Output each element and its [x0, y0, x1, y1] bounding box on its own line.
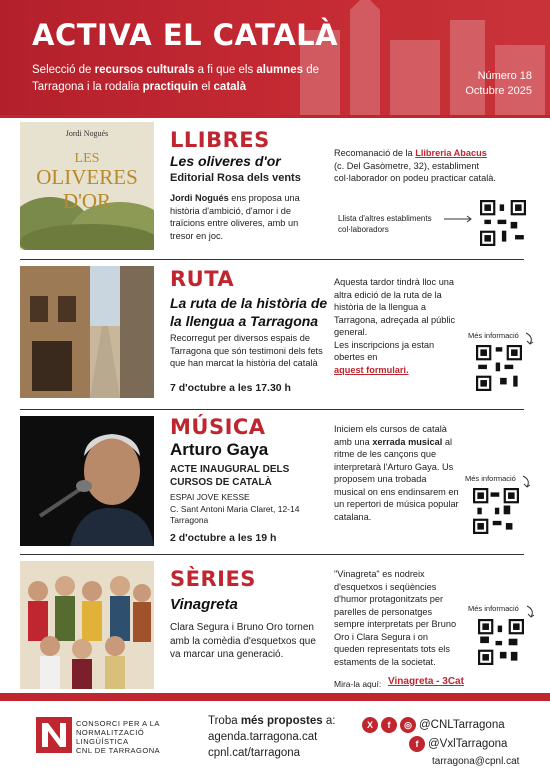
- music-event: ACTE INAUGURAL DELS CURSOS DE CATALÀ: [170, 464, 290, 488]
- series-more-info-label: Més informació: [468, 604, 519, 613]
- arrow-icon: [444, 214, 474, 224]
- header-banner: [0, 0, 550, 115]
- category-music: MÚSICA: [170, 415, 266, 439]
- category-route: RUTA: [170, 267, 235, 291]
- route-datetime: 7 d'octubre a les 17.30 h: [170, 382, 291, 394]
- bookshop-link[interactable]: Llibreria Abacus: [415, 148, 487, 158]
- cpnl-logo-text: CONSORCI PER A LA NORMALITZACIÓ LINGÜÍSTICA CNL DE TARRAGONA: [76, 719, 161, 755]
- cnl-handle[interactable]: @CNLTarragona: [419, 719, 505, 732]
- music-city: Tarragona: [170, 515, 209, 525]
- series-info: "Vinagreta" es nodreix d'esquetxos i seqüències d'humor protagonitzats per parelles de personatges sempre interpretats per Bruno Oro i Clara Segura i on queden representats tots els estaments de la societat.: [334, 569, 457, 667]
- qr-code-icon[interactable]: [473, 488, 519, 534]
- book-description: Jordi Nogués ens proposa una història d'ambició, d'amor i de traïcions entre oliveres, amb un tresor en joc.: [170, 193, 300, 241]
- route-form-link[interactable]: aquest formulari.: [334, 364, 409, 375]
- svg-text:OLIVERES: OLIVERES: [36, 165, 138, 189]
- facebook-icon[interactable]: f: [381, 717, 397, 733]
- partners-list-label: Llista d'altres establiments col·laboradors: [338, 214, 432, 234]
- music-datetime: 2 d'octubre a les 19 h: [170, 532, 277, 544]
- series-title: Vinagreta: [170, 596, 238, 613]
- social-row-2: [409, 736, 507, 752]
- route-more-info-label: Més informació: [468, 331, 519, 340]
- agenda-link[interactable]: agenda.tarragona.cat: [208, 731, 318, 743]
- curved-arrow-icon: [525, 604, 537, 620]
- issue-date: Octubre 2025: [465, 85, 532, 97]
- route-info: Aquesta tardor tindrà lloc una altra edició de la ruta de la història de la llengua a Tarragona, adreçada al públic general. Les inscripcions ja estan obertes en aquest formulari.: [334, 276, 459, 376]
- section-divider: [20, 259, 524, 260]
- contact-email[interactable]: tarragona@cpnl.cat: [432, 756, 520, 767]
- route-title: La ruta de la història de la llengua a Tarragona: [170, 295, 328, 329]
- svg-text:D'OR: D'OR: [62, 189, 112, 213]
- music-venue: ESPAI JOVE KESSE: [170, 492, 250, 502]
- header-strip: [0, 115, 550, 118]
- series-watch-link[interactable]: Vinagreta - 3Cat: [388, 676, 464, 687]
- svg-text:Jordi Nogués: Jordi Nogués: [65, 129, 109, 138]
- music-venue-block: [170, 492, 320, 527]
- svg-text:LES: LES: [74, 151, 100, 166]
- category-series: SÈRIES: [170, 567, 256, 591]
- book-cover-image: [20, 122, 154, 250]
- book-title: Les oliveres d'or: [170, 153, 281, 169]
- section-divider: [20, 554, 524, 555]
- footer-strip: [0, 693, 550, 701]
- section-divider: [20, 409, 524, 410]
- issue-info: [465, 69, 532, 99]
- series-description: Clara Segura i Bruno Oro tornen amb la comèdia d'esquetxos que va marcar una generació.: [170, 622, 316, 660]
- route-photo: [20, 266, 154, 398]
- issue-number: Número 18: [477, 70, 532, 82]
- cpnl-link[interactable]: cpnl.cat/tarragona: [208, 747, 301, 759]
- qr-code-icon[interactable]: [476, 345, 522, 391]
- music-info: Iniciem els cursos de català amb una xerrada musical al ritme de les cançons que interpretarà l'Arturo Gaya. Us proposem una trobada musical on ens endinsarem en un repertori de música popular catalana.: [334, 424, 459, 522]
- curved-arrow-icon: [521, 474, 533, 490]
- vxl-handle[interactable]: @VxlTarragona: [428, 738, 508, 751]
- social-row-1: [362, 717, 505, 733]
- header-subtitle: Selecció de recursos culturals a fi que els alumnes de Tarragona i la rodalia practiquin el català: [32, 64, 320, 93]
- series-watch-label: Mira-la aquí:: [334, 679, 382, 689]
- route-description: Recorregut per diversos espais de Tarragona que són testimoni dels fets que han marcat la història del català: [170, 333, 323, 368]
- cpnl-logo-icon: [36, 717, 72, 753]
- series-photo: [20, 561, 154, 689]
- instagram-icon[interactable]: ◎: [400, 717, 416, 733]
- page-title: ACTIVA EL CATALÀ: [32, 18, 339, 52]
- music-more-info-label: Més informació: [465, 474, 516, 483]
- qr-code-icon[interactable]: [480, 200, 526, 246]
- facebook-icon[interactable]: f: [409, 736, 425, 752]
- book-publisher: Editorial Rosa dels vents: [170, 172, 301, 184]
- curved-arrow-icon: [524, 331, 536, 347]
- category-books: LLIBRES: [170, 128, 270, 152]
- music-photo: [20, 416, 154, 546]
- music-artist: Arturo Gaya: [170, 440, 269, 459]
- music-address: C. Sant Antoni Maria Claret, 12-14: [170, 503, 300, 514]
- x-icon[interactable]: X: [362, 717, 378, 733]
- more-proposals: Troba més propostes a: agenda.tarragona.cat cpnl.cat/tarragona: [208, 715, 336, 759]
- qr-code-icon[interactable]: [478, 619, 524, 665]
- book-recommendation: Recomanació de la Llibreria Abacus (c. Del Gasòmetre, 32), establiment col·laborador on podeu practicar català.: [334, 148, 496, 183]
